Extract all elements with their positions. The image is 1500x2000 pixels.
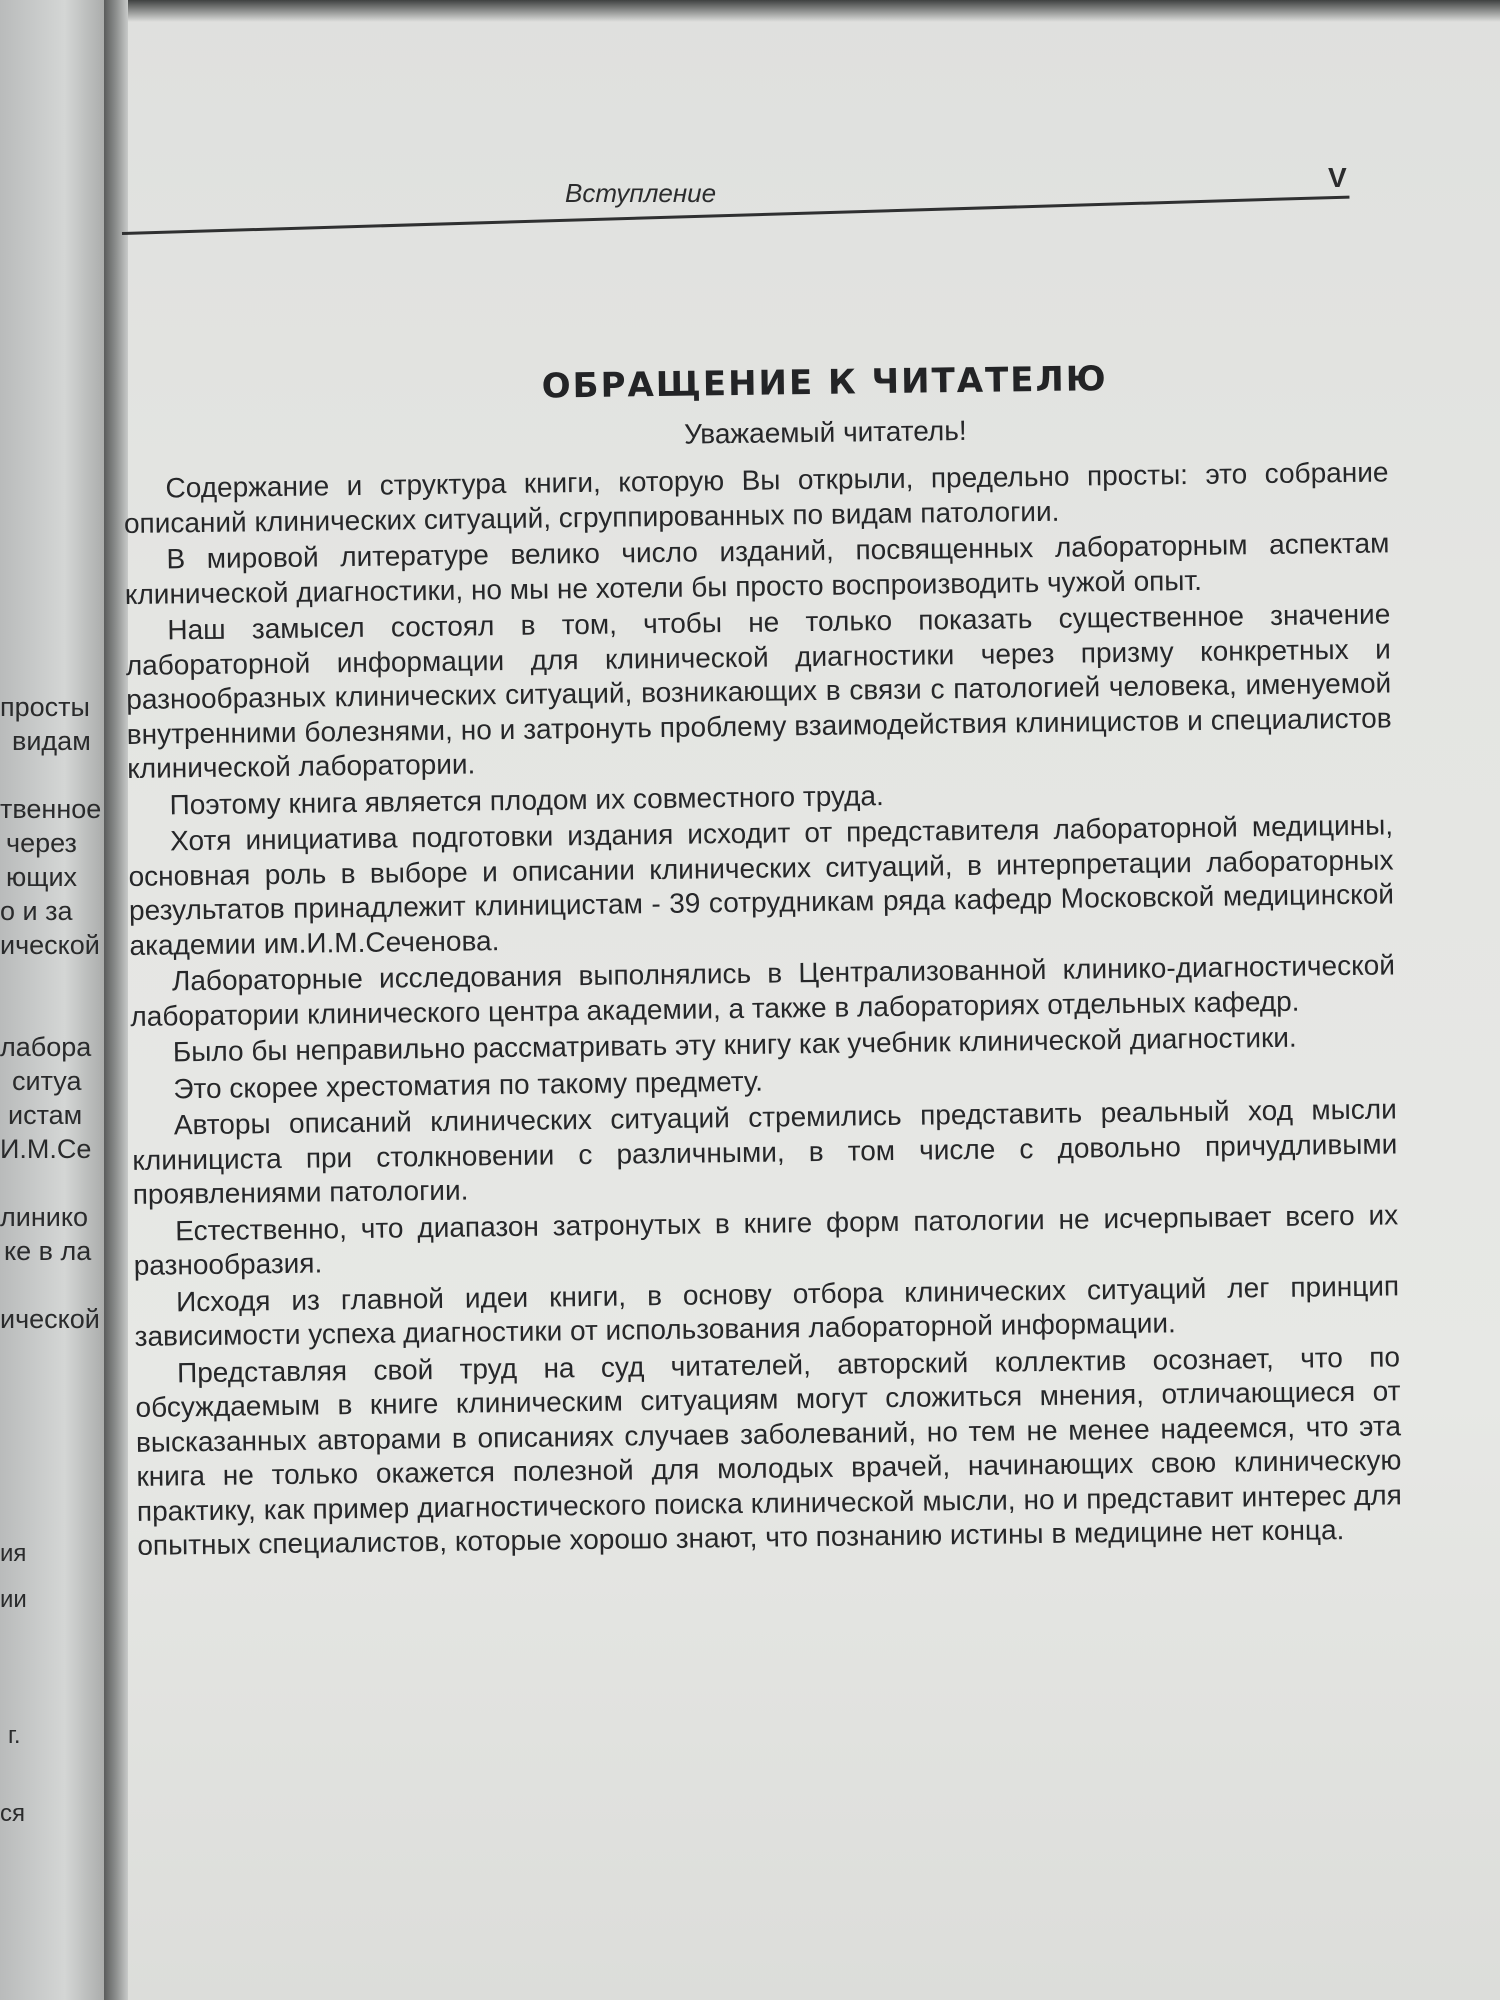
- left-page-fragment: просты: [0, 692, 90, 722]
- left-page-fragment: г.: [8, 1722, 21, 1749]
- salutation: Уважаемый читатель!: [683, 414, 967, 450]
- paragraph: Было бы неправильно рассматривать эту книгу как учебник клинической диагностики.: [172, 1021, 1297, 1068]
- left-page-fragment: ия: [0, 1540, 27, 1567]
- left-page-fragment: о и за: [0, 896, 73, 926]
- page-top-shadow: [118, 0, 1500, 22]
- left-page: [0, 0, 118, 2000]
- paragraph: В мировой литературе велико число изданий, посвященных лабораторным аспектам клинической диагностики, но мы не хотели бы просто воспроизводить чужой опыт.: [124, 527, 1390, 610]
- paragraph: Содержание и структура книги, которую Вы открыли, предельно просты: это собрание описаний клинических ситуаций, сгруппированных по видам патологии.: [123, 456, 1389, 539]
- left-page-fragment: ической: [0, 930, 100, 960]
- paragraph: Естественно, что диапазон затронутых в книге форм патологии не исчерпывает всего их разнообразия.: [133, 1198, 1399, 1281]
- paragraph: Авторы описаний клинических ситуаций стремились представить реальный ход мысли клинициста при столкновении с различными, в том числе с довольно причудливыми проявлениями патологии.: [132, 1093, 1398, 1210]
- article-title: ОБРАЩЕНИЕ К ЧИТАТЕЛЮ: [541, 359, 1108, 407]
- left-page-fragment: твенное: [0, 794, 102, 824]
- left-page-fragment: лабора: [0, 1032, 92, 1062]
- paragraph: Это скорее хрестоматия по такому предмету.: [173, 1065, 764, 1104]
- paragraph: Поэтому книга является плодом их совместного труда.: [169, 779, 884, 820]
- left-page-fragment: линико: [0, 1202, 88, 1232]
- book-gutter: [104, 0, 128, 2000]
- left-page-fragment: истам: [8, 1100, 83, 1130]
- left-page-fragment: через: [6, 828, 77, 858]
- left-page-fragment: ющих: [6, 862, 78, 892]
- running-head: Вступление: [565, 178, 717, 208]
- paragraph: Хотя инициатива подготовки издания исходит от представителя лабораторной медицины, основная роль в выборе и описании клинических ситуаций, в интерпретации лабораторных результатов принадлежит клиницистам - 39 сотрудникам ряда кафедр Московской медицинской академии им.И.М.Сеченова.: [128, 809, 1395, 961]
- paragraph: Исходя из главной идеи книги, в основу отбора клинических ситуаций лег принцип зависимости успеха диагностики от использования лабораторной информации.: [134, 1269, 1400, 1352]
- paragraph: Лабораторные исследования выполнялись в Централизованной клинико-диагностической лаборатории клинического центра академии, а также в лабораториях отдельных кафедр.: [130, 949, 1396, 1032]
- left-page-fragment: ситуа: [12, 1066, 82, 1096]
- article-body: [122, 355, 1403, 1565]
- paragraph: Наш замысел состоял в том, чтобы не только показать существенное значение лабораторной информации для клинической диагностики через призму конкретных и разнообразных клинических ситуаций, возникающих в связи с патологией человека, именуемой внутренними болезнями, но и затронуть проблему взаимодействия клиницистов и специалистов клинической лаборатории.: [125, 598, 1392, 784]
- paragraph: Представляя свой труд на суд читателей, авторский коллектив осознает, что по обсуждаемым в книге клиническим ситуациям могут сложиться мнения, отличающиеся от высказанных авторами в описаниях случаев заболеваний, но тем не менее надеемся, что эта книга не только окажется полезной для молодых врачей, начинающих свою клиническую практику, как пример диагностического поиска клинической мысли, но и представит интерес для опытных специалистов, которые хорошо знают, что познанию истины в медицине нет конца.: [135, 1340, 1403, 1561]
- left-page-fragment: ии: [0, 1586, 27, 1613]
- left-page-fragment: ической: [0, 1304, 100, 1334]
- left-page-fragment: И.М.Се: [0, 1134, 92, 1164]
- left-page-fragment: видам: [12, 726, 91, 756]
- left-page-fragment: ся: [0, 1800, 25, 1827]
- page-number: V: [1328, 162, 1347, 193]
- left-page-fragment: ке в ла: [4, 1236, 92, 1266]
